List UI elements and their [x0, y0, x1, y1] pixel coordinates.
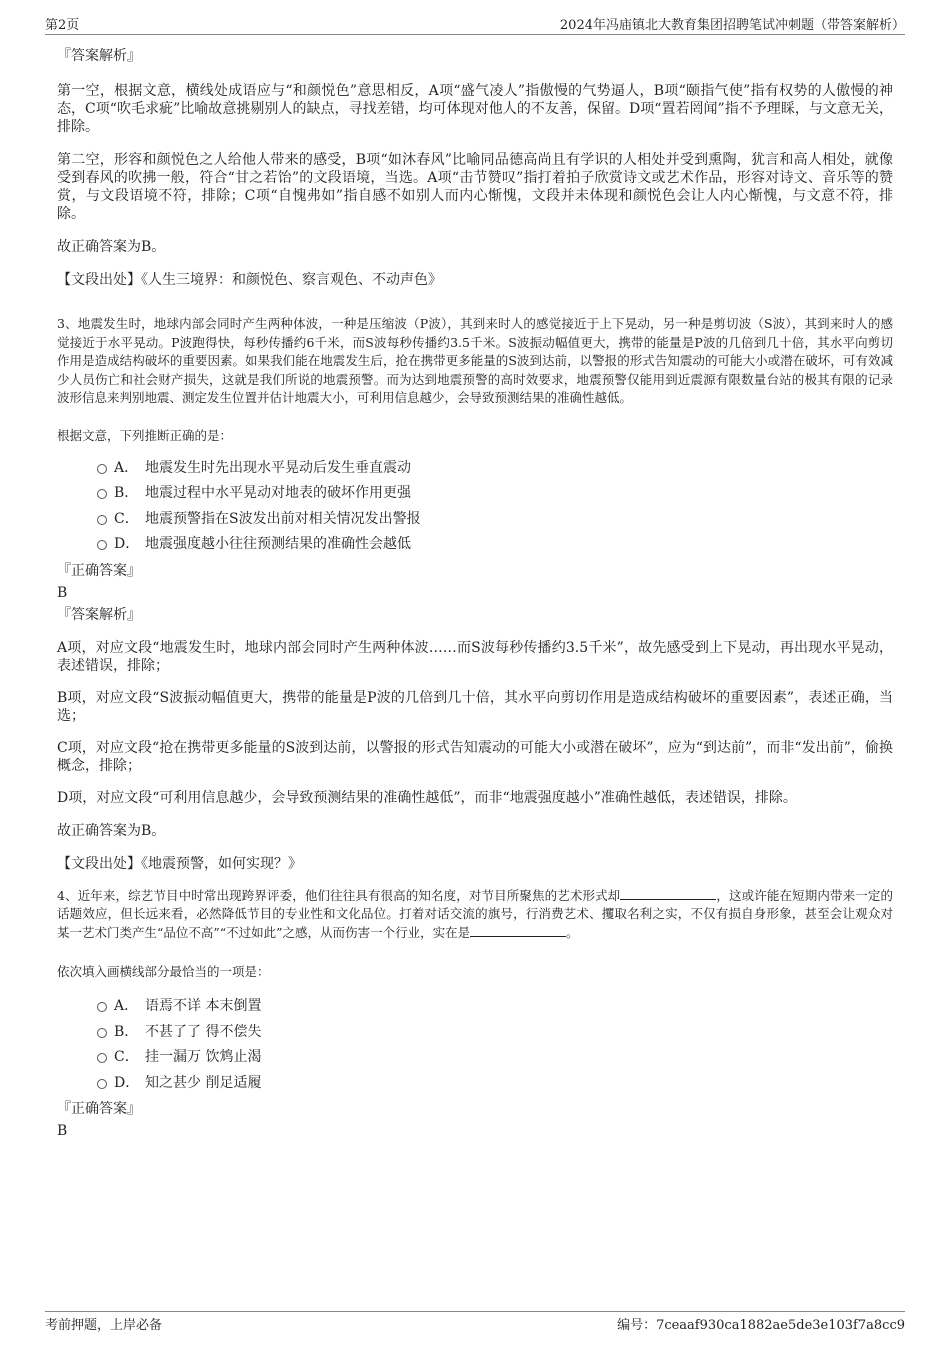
radio-icon[interactable]: [97, 1053, 107, 1063]
footer-slogan: 考前押题，上岸必备: [45, 1318, 163, 1333]
page-footer: [45, 1311, 905, 1336]
answer-blank-2: [470, 924, 566, 937]
q3-analysis-c: C项，对应文段“抢在携带更多能量的S波到达前，以警报的形式告知震动的可能大小或潜在破坏”，应为“到达前”，而非“发出前”，偷换概念，排除；: [57, 739, 893, 774]
q3-source: 【文段出处】《地震预警，如何实现？》: [57, 855, 302, 872]
q3-options: [57, 456, 893, 558]
q2-conclusion: 故正确答案为B。: [57, 239, 166, 255]
radio-icon[interactable]: [97, 464, 107, 474]
q3-stem: 3、地震发生时，地球内部会同时产生两种体波，一种是压缩波（P波），其到来时人的感觉接近于上下晃动，另一种是剪切波（S波），其到来时人的感觉接近于水平晃动。P波跑得快，每秒传播约6千米，而S波每秒传播约3.5千米。S波振动幅值更大，携带的能量是P波的几倍到几十倍，其水平向剪切作用是造成结构破坏的重要因素。如果我们能在地震发生后，抢在携带更多能量的S波到达前，以警报的形式告知震动的可能大小或潜在破坏，可有效减少人员伤亡和社会财产损失，这就是我们所说的地震预警。而为达到地震预警的高时效要求，地震预警仅能用到近震源有限数量台站的极其有限的记录波形信息来判别地震、测定发生位置并估计地震大小，可利用信息越少，会导致预测结果的准确性越低。: [57, 316, 893, 405]
radio-icon[interactable]: [97, 1079, 107, 1089]
radio-icon[interactable]: [97, 540, 107, 550]
page-header: [45, 14, 905, 35]
q4-correct-value: B: [57, 1123, 68, 1139]
q4-option-d[interactable]: D． 知之甚少 削足适履: [57, 1071, 893, 1097]
q2-analysis-para2: 第二空，形容和颜悦色之人给他人带来的感受，B项“如沐春风”比喻同品德高尚且有学识的人相处并受到熏陶，犹言和高人相处，就像受到春风的吹拂一般，符合“甘之若饴”的文段语境，当选。A项“击节赞叹”指打着拍子欣赏诗文或艺术作品，形容对诗文、音乐等的赞赏，与文段语境不符，排除；C项“自愧弗如”指自感不如别人而内心惭愧，文段并未体现和颜悦色会让人内心惭愧，与文意不符，排除。: [57, 152, 893, 222]
q4-option-a[interactable]: A． 语焉不详 本末倒置: [57, 994, 893, 1020]
q3-option-b[interactable]: B． 地震过程中水平晃动对地表的破坏作用更强: [57, 481, 893, 507]
answer-blank-1: [620, 887, 716, 900]
q3-correct-label: 『正确答案』: [57, 562, 141, 579]
q3-correct-value: B: [57, 584, 68, 601]
q4-option-c[interactable]: C． 挂一漏万 饮鸩止渴: [57, 1045, 893, 1071]
q3-analysis-a: A项，对应文段“地震发生时，地球内部会同时产生两种体波……而S波每秒传播约3.5千米”，故先感受到上下晃动，再出现水平晃动，表述错误，排除；: [57, 639, 893, 674]
q4-options: [57, 994, 893, 1096]
q4-correct-label: 『正确答案』: [57, 1101, 141, 1117]
radio-icon[interactable]: [97, 1002, 107, 1012]
radio-icon[interactable]: [97, 1028, 107, 1038]
q4-ask: 依次填入画横线部分最恰当的一项是：: [57, 964, 270, 979]
radio-icon[interactable]: [97, 489, 107, 499]
q3-option-d[interactable]: D． 地震强度越小往往预测结果的准确性会越低: [57, 532, 893, 558]
q3-analysis-b: B项，对应文段“S波振动幅值更大，携带的能量是P波的几倍到几十倍，其水平向剪切作用是造成结构破坏的重要因素”，表述正确，当选；: [57, 689, 893, 724]
document-title: 2024年冯庙镇北大教育集团招聘笔试冲刺题（带答案解析）: [559, 18, 905, 33]
q3-option-c[interactable]: C． 地震预警指在S波发出前对相关情况发出警报: [57, 507, 893, 533]
page-content: [57, 40, 893, 1142]
document-id: 编号：7ceaaf930ca1882ae5de3e103f7a8cc9: [617, 1318, 905, 1333]
q3-option-a[interactable]: A． 地震发生时先出现水平晃动后发生垂直震动: [57, 456, 893, 482]
q3-conclusion: 故正确答案为B。: [57, 822, 166, 839]
q2-source: 【文段出处】《人生三境界：和颜悦色、察言观色、不动声色》: [57, 272, 442, 288]
radio-icon[interactable]: [97, 515, 107, 525]
page-number: 第2页: [45, 18, 80, 33]
q4-stem: 4、近年来，综艺节目中时常出现跨界评委，他们往往具有很高的知名度，对节目所聚焦的艺术形式却 ，这或许能在短期内带来一定的话题效应，但长远来看，必然降低节目的专业性和文化品位。打着对话交流的旗号，行消费艺术、攫取名利之实，不仅有损自身形象，甚至会让观众对某一艺术门类产生“品位不高”“不过如此”之感，从而伤害一个行业，实在是 。: [57, 887, 893, 940]
q3-ask: 根据文意，下列推断正确的是：: [57, 427, 233, 443]
q4-option-b[interactable]: B． 不甚了了 得不偿失: [57, 1020, 893, 1046]
q3-analysis-d: D项，对应文段“可利用信息越少，会导致预测结果的准确性越低”，而非“地震强度越小”准确性越低，表述错误，排除。: [57, 789, 797, 806]
q2-analysis-para1: 第一空，根据文意，横线处成语应与“和颜悦色”意思相反，A项“盛气凌人”指傲慢的气势逼人，B项“颐指气使”指有权势的人傲慢的神态，C项“吹毛求疵”比喻故意挑剔别人的缺点，寻找差错，均可体现对他人的不友善，保留。D项“置若罔闻”指不予理睬，与文意无关，排除。: [57, 83, 893, 135]
q2-analysis-label: 『答案解析』: [57, 48, 141, 64]
q3-analysis-label: 『答案解析』: [57, 606, 141, 623]
